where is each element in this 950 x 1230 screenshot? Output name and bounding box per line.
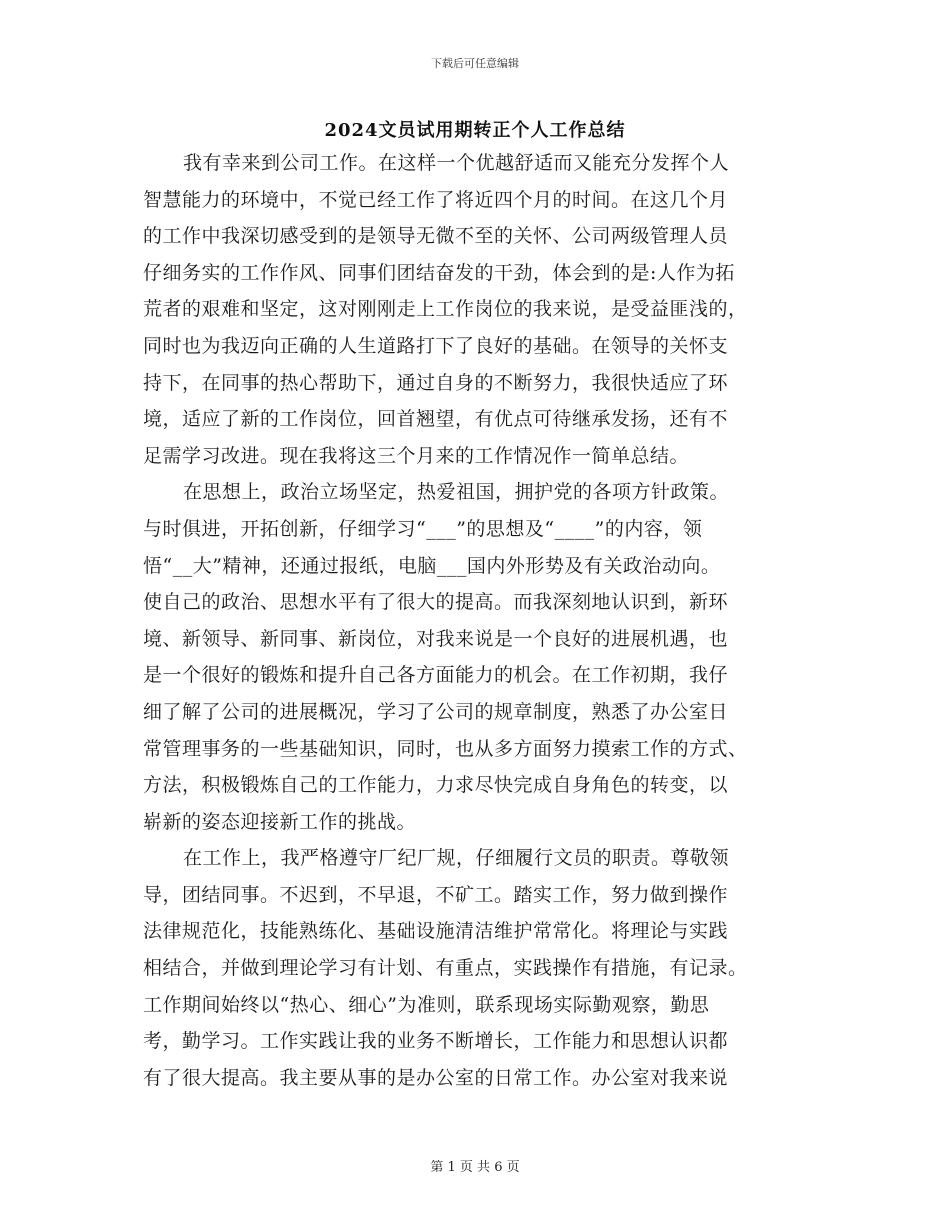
text-line: 常管理事务的一些基础知识，同时，也从多方面努力摸索工作的方式、 bbox=[143, 737, 748, 760]
document-title: 2024文员试用期转正个人工作总结 bbox=[324, 120, 626, 141]
text-line: 悟“__大”精神，还通过报纸，电脑___国内外形势及有关政治动向。 bbox=[143, 554, 721, 577]
page-number: 第 1 页 共 6 页 bbox=[430, 1160, 520, 1175]
text-line: 的工作中我深切感受到的是领导无微不至的关怀、公司两级管理人员 bbox=[143, 225, 729, 248]
text-line: 崭新的姿态迎接新工作的挑战。 bbox=[143, 810, 417, 833]
text-line: 法律规范化，技能熟练化、基础设施清洁维护常常化。将理论与实践 bbox=[143, 920, 729, 943]
document-body bbox=[143, 145, 803, 1096]
text-line: 使自己的政治、思想水平有了很大的提高。而我深刻地认识到，新环 bbox=[143, 591, 729, 614]
header-note: 下载后可任意编辑 bbox=[431, 57, 519, 70]
text-line: 我有幸来到公司工作。在这样一个优越舒适而又能充分发挥个人 bbox=[183, 152, 730, 174]
text-line: 是一个很好的锻炼和提升自己各方面能力的机会。在工作初期，我仔 bbox=[143, 664, 729, 687]
text-line: 有了很大提高。我主要从事的是办公室的日常工作。办公室对我来说 bbox=[143, 1066, 729, 1089]
text-line: 导，团结同事。不迟到，不早退，不矿工。踏实工作，努力做到操作 bbox=[143, 883, 729, 906]
text-line: 荒者的艰难和坚定，这对刚刚走上工作岗位的我来说，是受益匪浅的， bbox=[143, 298, 748, 321]
text-line: 相结合，并做到理论学习有计划、有重点，实践操作有措施，有记录。 bbox=[143, 957, 748, 980]
text-line: 持下，在同事的热心帮助下，通过自身的不断努力，我很快适应了环 bbox=[143, 371, 729, 394]
text-line: 足需学习改进。现在我将这三个月来的工作情况作一简单总结。 bbox=[143, 444, 690, 467]
text-line: 方法，积极锻炼自己的工作能力，力求尽快完成自身角色的转变，以 bbox=[143, 774, 729, 797]
text-line: 在工作上，我严格遵守厂纪厂规，仔细履行文员的职责。尊敬领 bbox=[183, 847, 730, 870]
text-line: 考，勤学习。工作实践让我的业务不断增长，工作能力和思想认识都 bbox=[143, 1030, 729, 1053]
text-line: 与时俱进，开拓创新，仔细学习“___”的思想及“____”的内容，领 bbox=[143, 517, 703, 540]
text-line: 工作期间始终以“热心、细心”为准则，联系现场实际勤观察，勤思 bbox=[143, 993, 710, 1016]
text-line: 在思想上，政治立场坚定，热爱祖国，拥护党的各项方针政策。 bbox=[183, 481, 730, 504]
text-line: 境，适应了新的工作岗位，回首翘望，有优点可待继承发扬，还有不 bbox=[143, 408, 729, 431]
text-line: 仔细务实的工作作风、同事们团结奋发的干劲，体会到的是:人作为拓 bbox=[143, 261, 735, 284]
text-line: 细了解了公司的进展概况，学习了公司的规章制度，熟悉了办公室日 bbox=[143, 700, 729, 723]
text-line: 智慧能力的环境中，不觉已经工作了将近四个月的时间。在这几个月 bbox=[143, 188, 729, 211]
text-line: 同时也为我迈向正确的人生道路打下了良好的基础。在领导的关怀支 bbox=[143, 334, 729, 357]
text-line: 境、新领导、新同事、新岗位，对我来说是一个良好的进展机遇，也 bbox=[143, 627, 729, 650]
